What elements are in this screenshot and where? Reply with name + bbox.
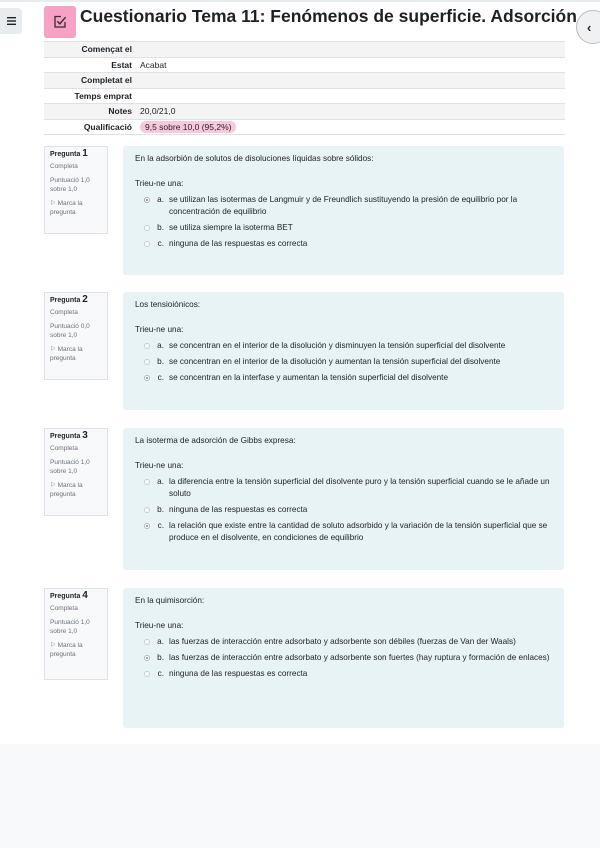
answer-options: [135, 636, 552, 680]
summary-value: [136, 42, 565, 58]
option-text: se concentran en la interfase y aumentan la tensión superficial del disolvente: [169, 373, 448, 382]
summary-row: [44, 88, 565, 104]
question-content-4: [123, 588, 564, 728]
question-content-3: [123, 428, 564, 570]
page-title: Cuestionario Tema 11: Fenómenos de superficie. Adsorción: [80, 6, 577, 26]
answer-option[interactable]: [135, 476, 552, 500]
option-letter: a.: [157, 477, 164, 486]
question-text: La isoterma de adsorción de Gibbs expresa:: [135, 436, 296, 445]
answer-option[interactable]: [135, 652, 552, 664]
question-grade: Puntuació 1,0 sobre 1,0: [50, 619, 90, 635]
option-letter: c.: [157, 521, 164, 530]
answer-option[interactable]: [135, 668, 552, 680]
summary-value: [136, 88, 565, 104]
option-text: se utilizan las isotermas de Langmuir y de Freundlich sustituyendo la presión de equilibrio por la concentración de equilibrio: [169, 195, 518, 216]
question-state: Completa: [50, 162, 78, 170]
option-letter: a.: [157, 195, 164, 204]
flag-icon: ⚐: [50, 482, 56, 490]
answer-options: [135, 476, 552, 544]
final-grade-badge: 9,5 sobre 10,0 (95,2%): [140, 121, 236, 133]
answer-option[interactable]: [135, 340, 552, 352]
option-text: se concentran en el interior de la disolución y aumentan la tensión superficial del disolvente: [169, 357, 501, 366]
option-letter: c.: [157, 373, 164, 382]
option-text: las fuerzas de interacción entre adsorbato y adsorbente son fuertes (hay ruptura y formación de enlaces): [169, 653, 550, 662]
option-text: las fuerzas de interacción entre adsorbato y adsorbente son débiles (fuerzas de Van der Waals): [169, 637, 516, 646]
option-text: se concentran en el interior de la disolución y disminuyen la tensión superficial del disolvente: [169, 341, 506, 350]
flag-question-link[interactable]: ⚐ Marca la pregunta: [50, 482, 83, 498]
summary-label: Completat el: [44, 73, 136, 89]
answer-option[interactable]: [135, 636, 552, 648]
summary-label: Qualificació: [44, 119, 136, 135]
option-letter: a.: [157, 637, 164, 646]
question-text: Los tensioiónicos:: [135, 300, 201, 309]
option-letter: b.: [157, 223, 164, 232]
summary-value: [136, 73, 565, 89]
question-label: Pregunta: [50, 433, 81, 440]
answer-option[interactable]: [135, 372, 552, 384]
option-text: ninguna de las respuestas es correcta: [169, 239, 308, 248]
question-state: Completa: [50, 308, 78, 316]
option-text: se utiliza siempre la isoterma BET: [169, 223, 293, 232]
summary-label: Començat el: [44, 42, 136, 58]
summary-row: [44, 57, 565, 73]
answer-options: [135, 194, 552, 250]
checkbox-quiz-icon: [53, 15, 67, 29]
question-text: En la adsorbión de solutos de disoluciones líquidas sobre sólidos:: [135, 154, 374, 163]
question-label: Pregunta: [50, 151, 81, 158]
answer-option[interactable]: [135, 520, 552, 544]
question-state: Completa: [50, 444, 78, 452]
flag-question-link[interactable]: ⚐ Marca la pregunta: [50, 200, 83, 216]
answer-option[interactable]: [135, 238, 552, 250]
answer-option[interactable]: [135, 504, 552, 516]
question-label: Pregunta: [50, 593, 81, 600]
summary-row: [44, 42, 565, 58]
question-info-1: [44, 146, 108, 234]
answer-prompt: Trieu-ne una:: [135, 461, 184, 470]
flag-icon: ⚐: [50, 642, 56, 650]
answer-option[interactable]: [135, 222, 552, 234]
flag-icon: ⚐: [50, 200, 56, 208]
question-grade: Puntuació 1,0 sobre 1,0: [50, 177, 90, 193]
question-grade: Puntuació 0,0 sobre 1,0: [50, 323, 90, 339]
answer-options: [135, 340, 552, 384]
question-info-3: [44, 428, 108, 516]
option-text: la relación que existe entre la cantidad de soluto adsorbido y la variación de la tensión superficial que se produce en el disolvente, en condiciones de equilibrio: [169, 521, 548, 542]
course-index-toggle-button[interactable]: [0, 8, 22, 34]
question-grade: Puntuació 1,0 sobre 1,0: [50, 459, 90, 475]
answer-prompt: Trieu-ne una:: [135, 621, 184, 630]
question-info-2: [44, 292, 108, 380]
summary-label: Notes: [44, 104, 136, 120]
summary-row: [44, 104, 565, 120]
summary-value: [136, 119, 565, 135]
attempt-summary-table: [44, 41, 565, 135]
question-number: 4: [82, 590, 88, 601]
question-text: En la quimisorción:: [135, 596, 205, 605]
flag-icon: ⚐: [50, 346, 56, 354]
top-border: [0, 0, 600, 2]
option-letter: b.: [157, 357, 164, 366]
answer-option[interactable]: [135, 194, 552, 218]
option-text: ninguna de las respuestas es correcta: [169, 669, 308, 678]
answer-prompt: Trieu-ne una:: [135, 179, 184, 188]
chevron-left-icon: ‹: [587, 19, 592, 35]
summary-value: 20,0/21,0: [136, 104, 565, 120]
option-letter: c.: [157, 669, 164, 678]
flag-question-link[interactable]: ⚐ Marca la pregunta: [50, 346, 83, 362]
summary-label: Estat: [44, 57, 136, 73]
question-content-2: [123, 292, 564, 410]
summary-row: [44, 73, 565, 89]
quiz-activity-icon: [44, 6, 76, 38]
answer-prompt: Trieu-ne una:: [135, 325, 184, 334]
option-letter: c.: [157, 239, 164, 248]
option-letter: b.: [157, 505, 164, 514]
question-label: Pregunta: [50, 297, 81, 304]
flag-question-link[interactable]: ⚐ Marca la pregunta: [50, 642, 83, 658]
option-text: la diferencia entre la tensión superficial del disolvente puro y la tensión superficial cuando se le añade un soluto: [169, 477, 550, 498]
page-footer-area: [0, 744, 600, 848]
question-info-4: [44, 588, 108, 680]
answer-option[interactable]: [135, 356, 552, 368]
summary-row: [44, 119, 565, 135]
question-number: 2: [82, 294, 88, 305]
hamburger-icon: [7, 17, 16, 25]
option-letter: a.: [157, 341, 164, 350]
question-number: 1: [82, 148, 88, 159]
question-state: Completa: [50, 604, 78, 612]
option-letter: b.: [157, 653, 164, 662]
question-number: 3: [82, 430, 88, 441]
question-content-1: [123, 146, 564, 275]
option-text: ninguna de las respuestas es correcta: [169, 505, 308, 514]
summary-value: Acabat: [136, 57, 565, 73]
summary-label: Temps emprat: [44, 88, 136, 104]
